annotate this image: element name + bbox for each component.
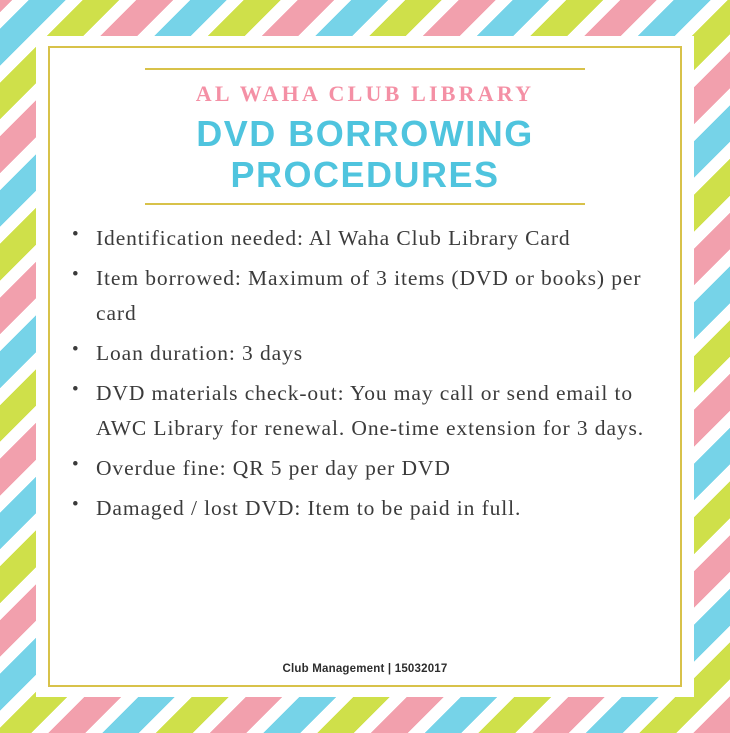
- title-line-1: DVD BORROWING: [196, 113, 534, 155]
- list-item: • DVD materials check-out: You may call or send email to AWC Library for renewal. One-time extension for 3 days.: [70, 376, 668, 446]
- title-line-2: PROCEDURES: [230, 153, 500, 195]
- list-item: • Loan duration: 3 days: [70, 336, 668, 371]
- divider-bottom: [145, 203, 585, 205]
- divider-top: [145, 68, 585, 70]
- poster-content: [62, 58, 668, 677]
- page-title: [62, 114, 668, 195]
- list-item: • Damaged / lost DVD: Item to be paid in full.: [70, 491, 668, 526]
- list-item: • Identification needed: Al Waha Club Library Card: [70, 221, 668, 256]
- list-item: • Overdue fine: QR 5 per day per DVD: [70, 451, 668, 486]
- list-item: • Item borrowed: Maximum of 3 items (DVD or books) per card: [70, 261, 668, 331]
- footer-credit: Club Management | 15032017: [282, 663, 448, 675]
- rules-list: [62, 221, 668, 531]
- club-name: AL WAHA CLUB LIBRARY: [195, 81, 535, 106]
